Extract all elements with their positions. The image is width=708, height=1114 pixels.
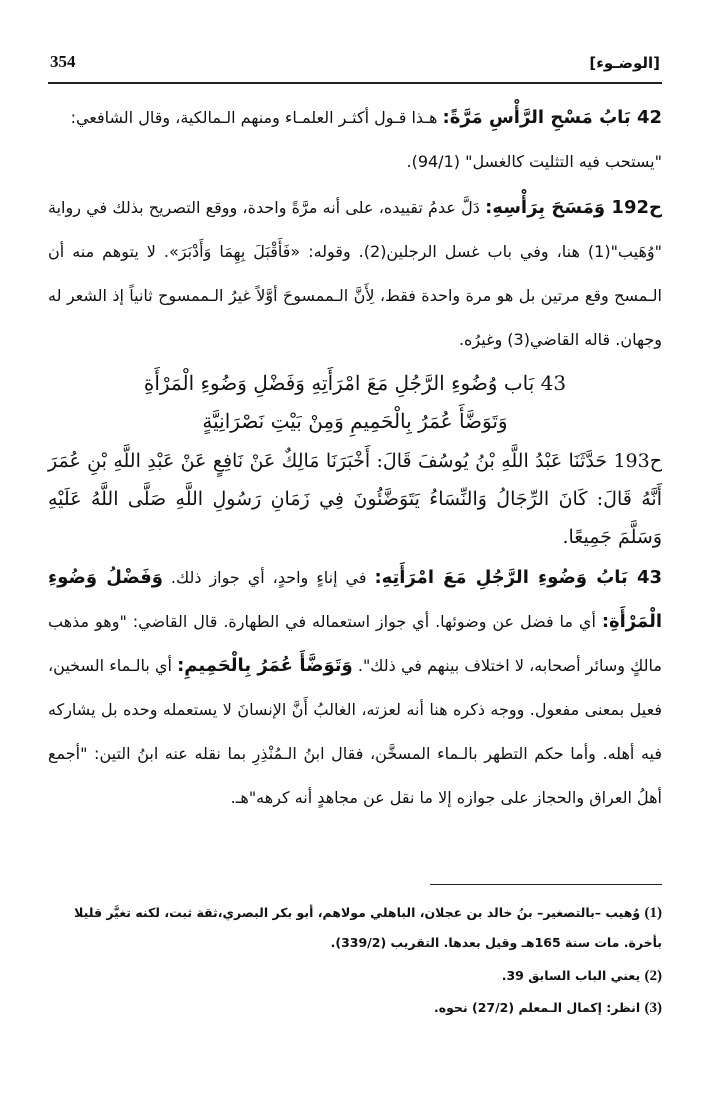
section-43-title-line-1: 43 بَاب وُضُوءِ الرَّجُلِ مَعَ امْرَأَتِهِ وَفَضْلِ وَضُوءِ الْمَرْأَةِ (143, 371, 567, 395)
section-42 (48, 96, 662, 184)
section-42-heading: 42 بَابُ مَسْحِ الرَّأْسِ مَرَّةً: (442, 107, 662, 128)
hadith-192-text: دَلَّ عدمُ تقييده، على أنه مرَّةً واحدة، ووقع التصريح بذلك في رواية "وُهَيب"(1) هنا، وفي باب غسل الرجلين(2). وقوله: «فَأَقْبَلَ بِهِمَا وَأَدْبَرَ». لا يتوهم منه أن الـمسح وقع مرتين بل هو مرة واحدة فقط، لِأَنَّ الـممسوحَ أوَّلاً غيرُ الـممسوح ثانياً إذ الشعر له وجهان. قاله القاضي(3) وغيرُه. (48, 198, 662, 349)
footnote-1-text: وُهيب –بالتصغير– بنُ خالد بن عجلان، الباهلي مولاهم، أبو بكر البصري،ثقة ثبت، لكنه تغيَّر قليلا بأخرة. مات سنة 165هـ وقيل بعدها. التقريب (339/2). (74, 905, 662, 950)
hadith-192-commentary (48, 186, 662, 362)
footnote-2-text: يعني الباب السابق 39. (501, 968, 641, 983)
section-43-lemma-c: وَتَوَضَّأَ عُمَرُ بِالْحَمِيمِ: (177, 655, 353, 676)
section-42-paragraph (48, 96, 662, 184)
section-43-commentary (48, 556, 662, 820)
footnote-2 (48, 964, 662, 988)
footnote-1 (48, 898, 662, 958)
footnote-3-number: (3) (644, 1000, 662, 1016)
page-number: 354 (50, 52, 76, 71)
footnote-1-number: (1) (644, 905, 662, 921)
hadith-192-paragraph (48, 186, 662, 362)
section-43-title-line-2: وَتَوَضَّأَ عُمَرُ بِالْحَمِيمِ وَمِنْ بَيْتِ نَصْرَانِيَّةٍ (202, 409, 508, 433)
footnote-2-number: (2) (644, 968, 662, 984)
section-43-text-b: أي ما فضل عن وضوئها. أي جواز استعماله في الطهارة. قال القاضي: "وهو مذهب مالكٍ وسائر أصحابه، لا اختلاف بينهم في ذلك". (48, 612, 662, 675)
section-43-heading: 43 بَابُ وَضُوءِ الرَّجُلِ مَعَ امْرَأَتِهِ: (374, 567, 663, 588)
section-43-paragraph (48, 556, 662, 820)
footnote-3-text: انظر: إكمال الـمعلم (27/2) نحوه. (433, 1000, 641, 1015)
section-43-text-c: أي بالـماء السخين، فعيل بمعنى مفعول. ووجه ذكره هنا أنه لعزته، الغالبُ أَنَّ الإنسانَ لا يستعمله وحده بل يشاركه فيه أهله. وأما حكم التطهر بالـماء المسخَّن، فقال ابنُ الـمُنْذِرِ بما نقله عنه ابنُ التين: "أجمع أهلُ العراق والحجاز على جوازه إلا ما نقل عن مجاهدٍ أنه كرهه"هـ. (48, 656, 662, 807)
footnote-3 (48, 996, 662, 1020)
section-43-title (48, 364, 662, 440)
hadith-192-lemma: ح192 وَمَسَحَ بِرَأْسِهِ: (485, 197, 662, 218)
section-43-lemma-b: وَفَضْلُ وَضُوءِ الْمَرْأَةِ: (48, 567, 662, 632)
running-title: [الوضـوء] (589, 54, 660, 72)
hadith-193-text: ح193 حَدَّثَنَا عَبْدُ اللَّهِ بْنُ يُوسُفَ قَالَ: أَخْبَرَنَا مَالِكٌ عَنْ نَافِعٍ عَنْ عَبْدِ اللَّهِ بْنِ عُمَرَ أَنَّهُ قَالَ: كَانَ الرِّجَالُ وَالنِّسَاءُ يَتَوَضَّئُونَ فِي زَمَانِ رَسُولِ اللَّهِ صَلَّى اللَّهُ عَلَيْهِ وَسَلَّمَ جَمِيعًا. (48, 450, 662, 548)
page-header (48, 48, 662, 84)
section-42-text: هـذا قـول أكثـر العلمـاء ومنهم الـمالكية، وقال الشافعي: (70, 108, 443, 127)
footnote-separator (430, 884, 662, 885)
section-42-quote: "يستحب فيه التثليت كالغسل" (94/1). (406, 152, 662, 171)
hadith-193 (48, 442, 662, 556)
section-43-text-a: في إناءٍ واحدٍ، أي جواز ذلك. (162, 568, 375, 587)
